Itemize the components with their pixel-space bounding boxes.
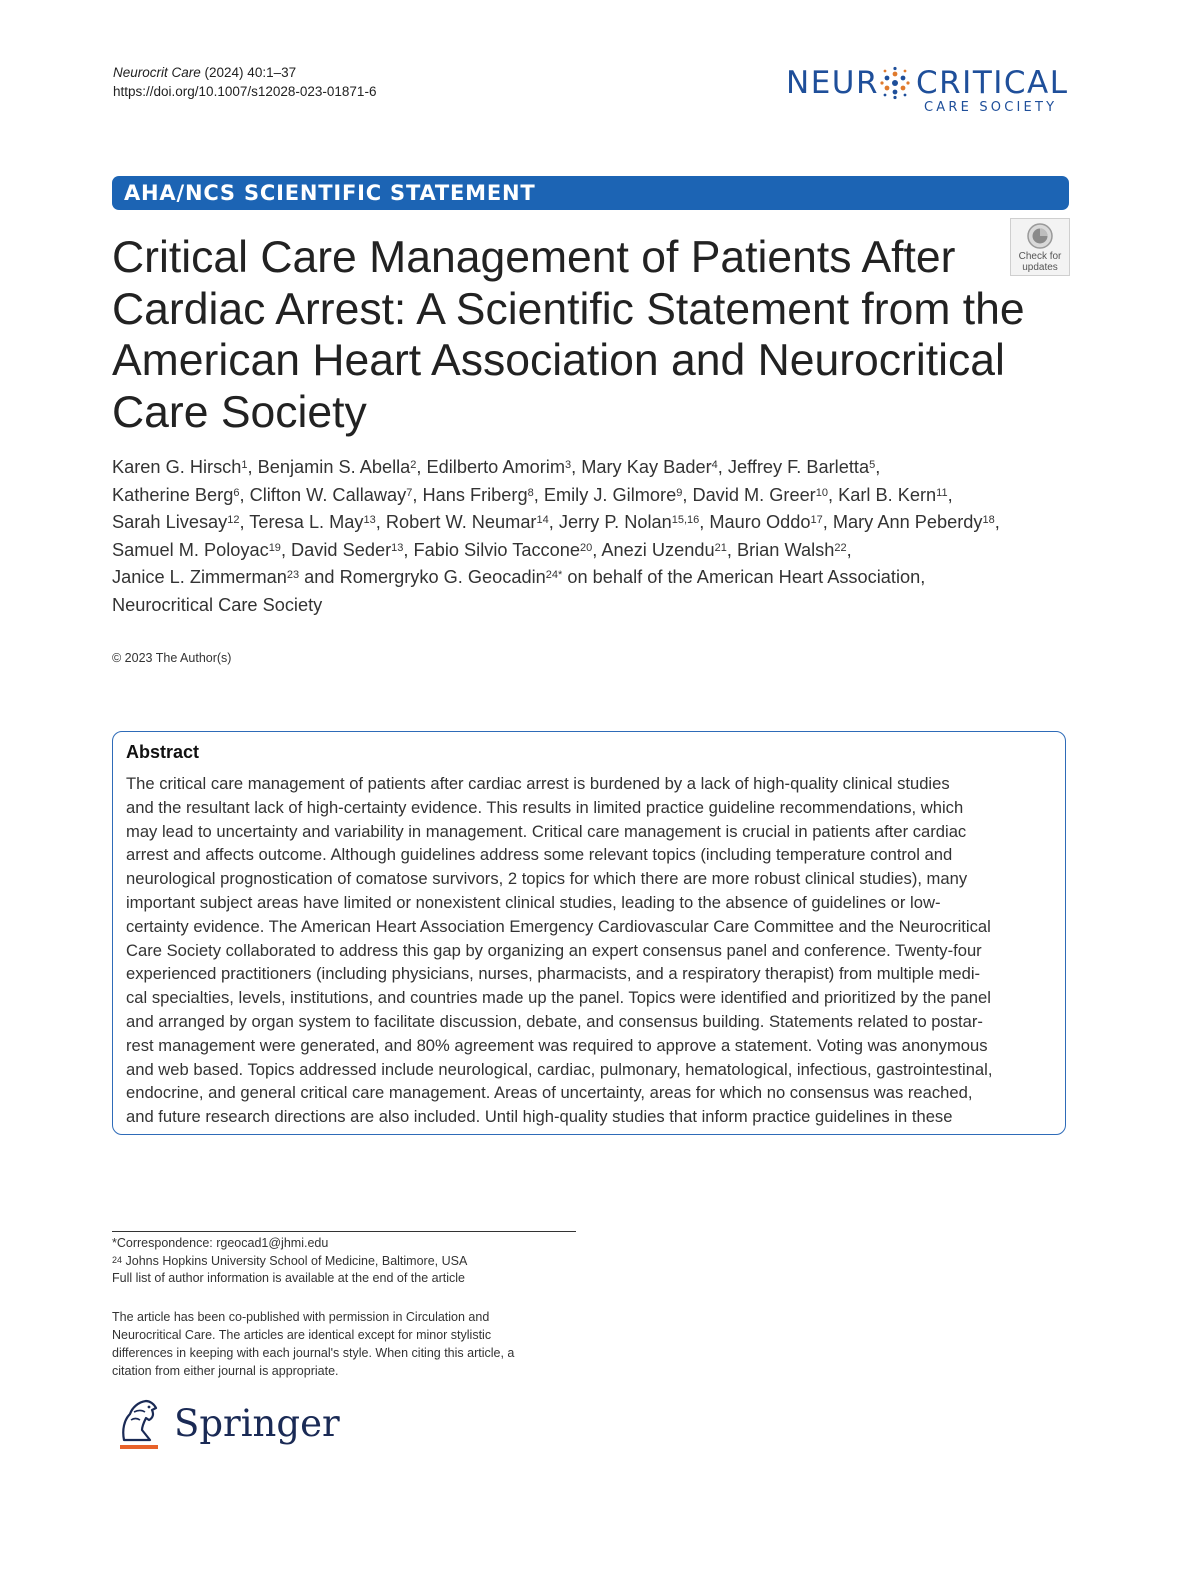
- author-name[interactable]: Clifton W. Callaway: [249, 484, 407, 505]
- author-affiliation-marker: 6: [233, 486, 240, 499]
- brain-dots-icon: [878, 66, 912, 100]
- author-name[interactable]: Robert W. Neumar: [385, 512, 537, 533]
- abstract-line: and future research directions are also included. Until high-quality studies that inform practice guidelines in these: [126, 1107, 953, 1127]
- author-name[interactable]: Sarah Livesay: [112, 512, 228, 533]
- author-name[interactable]: Benjamin S. Abella: [257, 457, 411, 477]
- author-name[interactable]: Fabio Silvio Taccone: [413, 539, 580, 560]
- author-affiliation-marker: 15,16: [671, 514, 700, 527]
- abstract-line: The critical care management of patients after cardiac arrest is burdened by a lack of high-quality clinical studies: [126, 774, 950, 793]
- author-affiliation-marker: 8: [527, 486, 534, 499]
- springer-horse-icon: [112, 1396, 164, 1452]
- author-affiliation-marker: 7: [406, 486, 413, 499]
- doi-link[interactable]: https://doi.org/10.1007/s12028-023-01871-6: [113, 84, 377, 99]
- author-name[interactable]: Jerry P. Nolan: [558, 512, 672, 533]
- author-line: Katherine Berg$^6$, Clifton W. Callaway$^7$, Hans Friberg$^8$, Emily J. Gilmore$^9$, David M. Greer$^{10}$, Karl B. Kern$^{11}$,: [112, 484, 953, 505]
- author-info-note: Full list of author information is available at the end of the article: [112, 1271, 465, 1285]
- author-name[interactable]: Emily J. Gilmore: [543, 484, 677, 505]
- affiliation-line: [112, 1253, 467, 1271]
- author-affiliation-marker: 18: [982, 514, 995, 527]
- author-affiliation-marker: 10: [815, 486, 828, 499]
- title-line: Critical Care Management of Patients After: [112, 233, 956, 282]
- abstract-line: endocrine, and general critical care management. Areas of uncertainty, areas for which no consensus was reached,: [126, 1083, 973, 1103]
- author-name[interactable]: Mary Ann Peberdy: [832, 512, 983, 533]
- author-name[interactable]: Teresa L. May: [249, 512, 364, 533]
- author-affiliation-marker: 5: [869, 459, 876, 471]
- springer-wordmark: Springer: [174, 1402, 340, 1445]
- logo-word-right: CRITICAL: [916, 65, 1069, 101]
- correspondence-line: [112, 1235, 467, 1253]
- author-affiliation-marker: 23: [286, 569, 300, 582]
- neurocritical-care-society-logo: [786, 64, 1070, 120]
- author-affiliation-marker: 13: [391, 541, 404, 554]
- author-affiliation-marker: 9: [676, 486, 683, 499]
- author-affiliation-marker: 1: [241, 459, 248, 471]
- author-line: Karen G. Hirsch$^1$, Benjamin S. Abella$^2$, Edilberto Amorim$^3$, Mary Kay Bader$^4$, Jeffrey F. Barletta$^5$,: [112, 457, 881, 477]
- title-line: Cardiac Arrest: A Scientific Statement from the: [112, 284, 1025, 334]
- author-affiliation-marker: 20: [579, 541, 593, 554]
- abstract-heading: Abstract: [126, 742, 200, 762]
- journal-name: Neurocrit Care: [113, 65, 201, 80]
- author-name[interactable]: Edilberto Amorim: [426, 457, 565, 477]
- title-line: Care Society: [112, 387, 367, 437]
- check-updates-line2: updates: [1022, 262, 1058, 273]
- copublication-note: [112, 1308, 514, 1380]
- abstract-line: neurological prognostication of comatose survivors, 2 topics for which there are more robust clinical studies), many: [126, 869, 968, 889]
- author-line: Sarah Livesay$^{12}$, Teresa L. May$^{13}$, Robert W. Neumar$^{14}$, Jerry P. Nolan$^{15,16}$, Mauro Oddo$^{17}$, Mary Ann Peberdy$^{18}$,: [112, 512, 1000, 533]
- author-name[interactable]: Anezi Uzendu: [601, 539, 715, 560]
- abstract-body: [126, 772, 992, 1129]
- springer-logo: [112, 1396, 342, 1456]
- copub-line: Neurocritical Care. The articles are identical except for minor stylistic: [112, 1328, 492, 1342]
- author-name[interactable]: Mauro Oddo: [709, 512, 811, 533]
- author-affiliation-marker: 3: [565, 459, 572, 471]
- abstract-line: Care Society collaborated to address this gap by organizing an expert consensus panel and conference. Twenty-four: [126, 940, 982, 960]
- copyright-notice: © 2023 The Author(s): [112, 651, 232, 665]
- abstract-line: experienced practitioners (including physicians, nurses, pharmacists, and a respiratory therapist) from multiple medi-: [126, 964, 981, 984]
- author-list: [112, 454, 1072, 620]
- article-type-label: AHA/NCS SCIENTIFIC STATEMENT: [124, 181, 536, 205]
- footnote-divider: [112, 1231, 576, 1232]
- author-name[interactable]: Karl B. Kern: [838, 484, 937, 505]
- author-affiliation-marker: 21: [714, 541, 727, 554]
- abstract-line: and the resultant lack of high-certainty evidence. This results in limited practice guideline recommendations, which: [126, 797, 964, 817]
- author-name[interactable]: Jeffrey F. Barletta: [727, 457, 870, 477]
- logo-subtitle: CARE SOCIETY: [924, 100, 1058, 115]
- author-affiliation-marker: 12: [227, 514, 240, 527]
- correspondence-label: *Correspondence:: [112, 1236, 213, 1250]
- correspondence-email[interactable]: rgeocad1@jhmi.edu: [212, 1236, 329, 1250]
- affiliation-text: Johns Hopkins University School of Medicine, Baltimore, USA: [122, 1253, 468, 1268]
- logo-word-left: NEUR: [786, 65, 880, 101]
- title-line: American Heart Association and Neurocritical: [112, 336, 1005, 385]
- copub-line: citation from either journal is appropriate.: [112, 1364, 339, 1378]
- author-name[interactable]: David Seder: [291, 539, 392, 560]
- journal-citation-line: [113, 63, 376, 82]
- journal-volume: (2024) 40:1–37: [200, 65, 297, 80]
- author-name[interactable]: Janice L. Zimmerman: [112, 567, 287, 588]
- abstract-line: rest management were generated, and 80% agreement was required to approve a statement. Voting was anonymous: [126, 1035, 988, 1055]
- author-name[interactable]: Mary Kay Bader: [581, 457, 712, 477]
- copub-line: The article has been co-published with permission in Circulation and: [112, 1310, 490, 1324]
- author-affiliation-marker: 14: [536, 514, 549, 527]
- author-affiliation-marker: 22: [834, 541, 847, 554]
- article-title: [112, 232, 1032, 438]
- abstract-line: and web based. Topics addressed include neurological, cardiac, pulmonary, hematological, infectious, gastrointestinal,: [126, 1059, 993, 1079]
- affiliation-marker: 24: [112, 1254, 123, 1265]
- article-type-banner: [112, 176, 1069, 210]
- author-affiliation-marker: 11: [936, 486, 948, 499]
- author-line: [112, 564, 1072, 592]
- abstract-line: arrest and affects outcome. Although guidelines address some relevant topics (including temperature control and: [126, 845, 953, 865]
- copub-line: differences in keeping with each journal's style. When citing this article, a: [112, 1346, 515, 1360]
- author-name[interactable]: Samuel M. Poloyac: [112, 539, 269, 560]
- author-affiliation-marker: 17: [810, 514, 823, 527]
- abstract-line: important subject areas have limited or nonexistent clinical studies, leading to the absence of guidelines or low-: [126, 892, 941, 912]
- author-affiliation-marker: 13: [363, 514, 376, 527]
- author-name[interactable]: Hans Friberg: [422, 484, 528, 505]
- author-affiliation-marker: 2: [410, 459, 417, 471]
- author-line: Samuel M. Poloyac$^{19}$, David Seder$^{13}$, Fabio Silvio Taccone$^{20}$, Anezi Uzendu$^{21}$, Brian Walsh$^{22}$,: [112, 539, 852, 560]
- author-name[interactable]: Romergryko G. Geocadin: [339, 567, 546, 588]
- author-group-suffix-line2: Neurocritical Care Society: [112, 594, 323, 615]
- abstract-line: may lead to uncertainty and variability in management. Critical care management is crucial in patients after cardiac: [126, 821, 967, 841]
- author-name[interactable]: Katherine Berg: [112, 484, 234, 505]
- footnotes: [112, 1235, 467, 1288]
- abstract-line: and arranged by organ system to facilitate discussion, debate, and consensus building. Statements related to postar-: [126, 1011, 983, 1031]
- author-affiliation-marker: 24*: [545, 569, 563, 582]
- abstract-line: cal specialties, levels, institutions, and countries made up the panel. Topics were identified and prioritized by the panel: [126, 988, 991, 1008]
- abstract-line: certainty evidence. The American Heart Association Emergency Cardiovascular Care Committee and the Neurocritical: [126, 916, 991, 936]
- author-name[interactable]: David M. Greer: [692, 484, 816, 505]
- author-conjunction: and: [299, 567, 340, 588]
- author-group-suffix: on behalf of the American Heart Association,: [562, 567, 926, 588]
- journal-reference: [113, 63, 376, 101]
- author-affiliation-marker: 19: [268, 541, 281, 554]
- author-name[interactable]: Karen G. Hirsch: [112, 457, 242, 477]
- abstract-box: [112, 731, 1066, 1135]
- author-affiliation-marker: 4: [711, 459, 718, 471]
- check-updates-line1: Check for: [1018, 251, 1062, 262]
- author-name[interactable]: Brian Walsh: [736, 539, 835, 560]
